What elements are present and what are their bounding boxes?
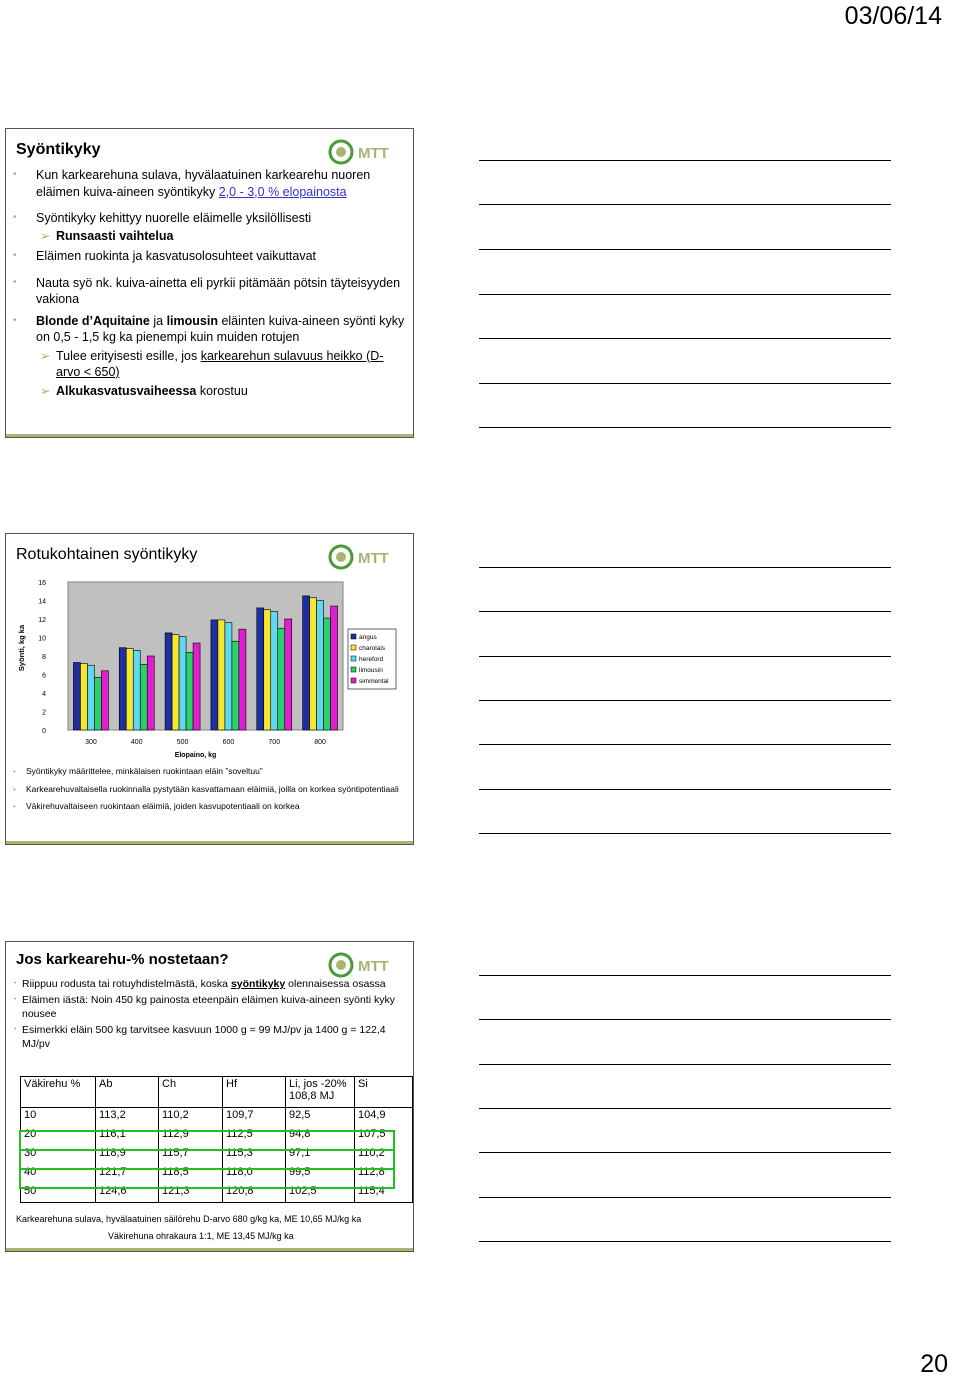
legend-swatch bbox=[351, 645, 356, 650]
mtt-logo-icon bbox=[327, 135, 399, 169]
bullet-icon: • bbox=[13, 802, 16, 811]
bar bbox=[179, 637, 186, 730]
bullet-icon: • bbox=[13, 250, 17, 261]
sub-bullet-item: ➢ Runsaasti vaihtelua bbox=[40, 228, 174, 243]
legend-label: angus bbox=[359, 634, 377, 641]
note-line bbox=[479, 383, 891, 384]
bar bbox=[140, 664, 147, 730]
table-cell: 116,1 bbox=[96, 1127, 159, 1146]
note-line bbox=[479, 833, 891, 834]
table-header-cell: Si bbox=[355, 1077, 413, 1108]
table-cell: 115,4 bbox=[355, 1184, 413, 1203]
table-cell: 97,1 bbox=[286, 1146, 355, 1165]
table-cell: 121,3 bbox=[159, 1184, 223, 1203]
legend-swatch bbox=[351, 656, 356, 661]
x-tick-label: 400 bbox=[130, 739, 143, 746]
mtt-logo-icon bbox=[327, 540, 399, 574]
bar bbox=[101, 671, 108, 730]
note-line bbox=[479, 975, 891, 976]
bar bbox=[133, 650, 140, 730]
page-number: 20 bbox=[920, 1350, 948, 1378]
note-line bbox=[479, 567, 891, 568]
highlight-box bbox=[19, 1149, 395, 1170]
bullet-item: • Syöntikyky määrittelee, minkälaisen ruokintaan eläin ”soveltuu” bbox=[13, 766, 263, 776]
slide-title: Syöntikyky bbox=[16, 141, 101, 158]
table-cell: 120,8 bbox=[223, 1184, 286, 1203]
y-tick-label: 2 bbox=[42, 709, 46, 717]
x-axis-label: Elopaino, kg bbox=[174, 752, 217, 759]
y-tick-label: 4 bbox=[42, 691, 46, 698]
bar bbox=[257, 608, 264, 730]
table-row bbox=[21, 1108, 413, 1127]
table-cell: 50 bbox=[21, 1184, 96, 1203]
note-line bbox=[479, 427, 891, 428]
note-line bbox=[479, 1241, 891, 1242]
table-header-cell: Hf bbox=[223, 1077, 286, 1108]
plot-area bbox=[68, 582, 343, 730]
table-header-cell: Li, jos -20% 108,8 MJ bbox=[286, 1077, 355, 1108]
bullet-list bbox=[16, 977, 405, 1052]
bar bbox=[303, 596, 310, 730]
sub-bullet-item: ➢ Tulee erityisesti esille, jos karkearehun sulavuus heikko (D-arvo < 650) bbox=[40, 348, 384, 379]
bullet-item: • Nauta syö nk. kuiva-ainetta eli pyrkii pitämään pötsin täyteisyyden vakiona bbox=[13, 275, 401, 306]
bullet-item: • Väkirehuvaltaiseen ruokintaan eläimiä, joiden kasvupotentiaali on korkea bbox=[13, 801, 300, 811]
highlight-box bbox=[19, 1168, 395, 1189]
slide-rotukohtainen bbox=[5, 533, 414, 845]
table-cell: 94,8 bbox=[286, 1127, 355, 1146]
y-tick-label: 10 bbox=[38, 635, 46, 643]
note-line bbox=[479, 611, 891, 612]
table-cell: 124,6 bbox=[96, 1184, 159, 1203]
y-tick-label: 8 bbox=[42, 654, 46, 661]
table-cell: 110,2 bbox=[159, 1108, 223, 1127]
bar bbox=[232, 641, 239, 730]
table-cell: 115,7 bbox=[159, 1146, 223, 1165]
table-cell: 113,2 bbox=[96, 1108, 159, 1127]
slide-title: Jos karkearehu-% nostetaan? bbox=[16, 951, 229, 968]
table-cell: 10 bbox=[21, 1108, 96, 1127]
bar bbox=[147, 656, 154, 730]
table-cell: 109,7 bbox=[223, 1108, 286, 1127]
note-line bbox=[479, 700, 891, 701]
bar bbox=[278, 628, 285, 730]
note-line bbox=[479, 1152, 891, 1153]
table-footnote: Väkirehuna ohrakaura 1:1, ME 13,45 MJ/kg ka bbox=[108, 1231, 294, 1241]
table-cell: 112,9 bbox=[159, 1127, 223, 1146]
bullet-item: • Kun karkearehuna sulava, hyvälaatuinen karkearehu nuoren eläimen kuiva-aineen syöntikyky 2,0 - 3,0 % elopainosta bbox=[13, 168, 371, 199]
bar bbox=[317, 601, 324, 731]
table-cell: 118,0 bbox=[223, 1165, 286, 1184]
table-cell: 102,5 bbox=[286, 1184, 355, 1203]
table-cell: 104,9 bbox=[355, 1108, 413, 1127]
x-tick-label: 300 bbox=[85, 739, 97, 746]
bar bbox=[310, 598, 317, 730]
table-cell: 92,5 bbox=[286, 1108, 355, 1127]
bullet-item: • Syöntikyky kehittyy nuorelle eläimelle yksilöllisesti bbox=[13, 211, 312, 225]
x-tick-label: 600 bbox=[222, 739, 235, 746]
table-cell: 121,7 bbox=[96, 1165, 159, 1184]
bar bbox=[211, 620, 218, 730]
sub-bullet-item: ➢ Alkukasvatusvaiheessa korostuu bbox=[40, 383, 248, 398]
bullet-icon: • bbox=[14, 1025, 17, 1033]
y-axis-label: Syönti, kg ka bbox=[17, 624, 26, 672]
note-line bbox=[479, 1108, 891, 1109]
mtt-logo bbox=[327, 540, 399, 574]
table-cell: 99,5 bbox=[286, 1165, 355, 1184]
bullet-icon: • bbox=[13, 784, 16, 794]
legend-label: charolais bbox=[359, 645, 386, 652]
x-tick-label: 500 bbox=[176, 739, 189, 746]
bullet-icon: • bbox=[13, 276, 17, 288]
bar bbox=[285, 619, 292, 730]
bar bbox=[324, 618, 331, 730]
bullet-icon: • bbox=[13, 767, 16, 776]
bullet-icon: • bbox=[13, 169, 17, 180]
table-cell: 112,8 bbox=[355, 1165, 413, 1184]
table-header-cell: Ch bbox=[159, 1077, 223, 1108]
bullet-icon: • bbox=[14, 995, 17, 1003]
bullet-icon: • bbox=[13, 212, 17, 223]
table-cell: 20 bbox=[21, 1127, 96, 1146]
bar bbox=[218, 620, 225, 730]
page-date: 03/06/14 bbox=[844, 2, 942, 30]
note-line bbox=[479, 1064, 891, 1065]
bullet-item: • Riippuu rodusta tai rotuyhdistelmästä, koska syöntikyky olennaisessa osassa bbox=[14, 978, 386, 990]
legend-label: limousin bbox=[359, 667, 383, 674]
bar bbox=[165, 633, 172, 730]
table-cell: 118,5 bbox=[159, 1165, 223, 1184]
bullet-icon: • bbox=[13, 314, 17, 326]
note-line bbox=[479, 1019, 891, 1020]
bar bbox=[239, 629, 246, 730]
table-header-cell: Väkirehu % bbox=[21, 1077, 96, 1108]
bullet-item: • Blonde d’Aquitaine ja limousin eläinten kuiva-aineen syönti kyky on 0,5 - 1,5 kg ka pienempi kuin muiden rotujen bbox=[13, 313, 405, 344]
bullet-icon: • bbox=[14, 980, 17, 987]
bar bbox=[73, 662, 80, 730]
y-tick-label: 12 bbox=[38, 617, 46, 624]
bar bbox=[80, 663, 87, 730]
bar bbox=[87, 665, 94, 730]
y-tick-label: 16 bbox=[38, 580, 46, 587]
legend-swatch bbox=[351, 667, 356, 672]
y-tick-label: 14 bbox=[38, 598, 46, 606]
highlight-box bbox=[19, 1130, 395, 1151]
slide-title: Rotukohtainen syöntikyky bbox=[16, 546, 198, 563]
note-line bbox=[479, 1197, 891, 1198]
notes-list bbox=[13, 766, 405, 813]
table-cell: 110,2 bbox=[355, 1146, 413, 1165]
arrow-bullet-icon: ➢ bbox=[40, 383, 51, 398]
x-tick-label: 800 bbox=[314, 739, 326, 746]
table-footnote: Karkearehuna sulava, hyvälaatuinen säilörehu D-arvo 680 g/kg ka, ME 10,65 MJ/kg ka bbox=[16, 1214, 362, 1224]
mtt-logo bbox=[327, 135, 399, 169]
note-line bbox=[479, 338, 891, 339]
table-header-cell: Ab bbox=[96, 1077, 159, 1108]
bullet-item: • Esimerkki eläin 500 kg tarvitsee kasvuun 1000 g = 99 MJ/pv ja 1400 g = 122,4 MJ/pv bbox=[14, 1023, 386, 1050]
svg-text:MTT: MTT bbox=[358, 145, 389, 162]
note-line bbox=[479, 294, 891, 295]
table-cell: 115,3 bbox=[223, 1146, 286, 1165]
bar bbox=[94, 677, 101, 730]
slide-karkearehu bbox=[5, 941, 414, 1252]
elopaino-link[interactable]: 2,0 - 3,0 % elopainosta bbox=[218, 184, 347, 199]
bar bbox=[264, 610, 271, 730]
note-line bbox=[479, 744, 891, 745]
bullet-item: • Karkearehuvaltaisella ruokinnalla pystytään kasvattamaan eläimiä, joilla on korkea syöntipotentiaali bbox=[13, 783, 399, 794]
bullet-list bbox=[13, 167, 405, 399]
note-line bbox=[479, 160, 891, 161]
arrow-bullet-icon: ➢ bbox=[40, 348, 51, 363]
table-cell: 30 bbox=[21, 1146, 96, 1165]
legend-label: hereford bbox=[359, 656, 384, 663]
table-header-row bbox=[21, 1077, 413, 1108]
slide-syontikyky bbox=[5, 128, 414, 438]
legend-swatch bbox=[351, 634, 356, 639]
legend-swatch bbox=[351, 678, 356, 683]
bullet-item: • Eläimen iästä: Noin 450 kg painosta eteenpäin eläimen kuiva-aineen syönti kyky nousee bbox=[14, 993, 395, 1020]
bar bbox=[193, 643, 200, 730]
bar bbox=[119, 648, 126, 730]
table-cell: 40 bbox=[21, 1165, 96, 1184]
table-cell: 107,5 bbox=[355, 1127, 413, 1146]
note-line bbox=[479, 789, 891, 790]
svg-text:MTT: MTT bbox=[358, 958, 389, 975]
bullet-item: • Eläimen ruokinta ja kasvatusolosuhteet vaikuttavat bbox=[13, 249, 317, 263]
y-tick-label: 0 bbox=[42, 728, 46, 735]
arrow-bullet-icon: ➢ bbox=[40, 228, 51, 243]
svg-text:MTT: MTT bbox=[358, 550, 389, 567]
note-line bbox=[479, 656, 891, 657]
note-line bbox=[479, 249, 891, 250]
table-cell: 112,5 bbox=[223, 1127, 286, 1146]
note-line bbox=[479, 204, 891, 205]
table-cell: 118,9 bbox=[96, 1146, 159, 1165]
bar bbox=[172, 635, 179, 730]
x-tick-label: 700 bbox=[268, 739, 281, 746]
bar bbox=[271, 612, 278, 730]
y-tick-label: 6 bbox=[42, 672, 46, 680]
bar bbox=[186, 652, 193, 730]
bar bbox=[331, 606, 338, 730]
bar bbox=[225, 623, 232, 730]
legend-label: simmental bbox=[359, 678, 389, 685]
bar bbox=[126, 649, 133, 730]
